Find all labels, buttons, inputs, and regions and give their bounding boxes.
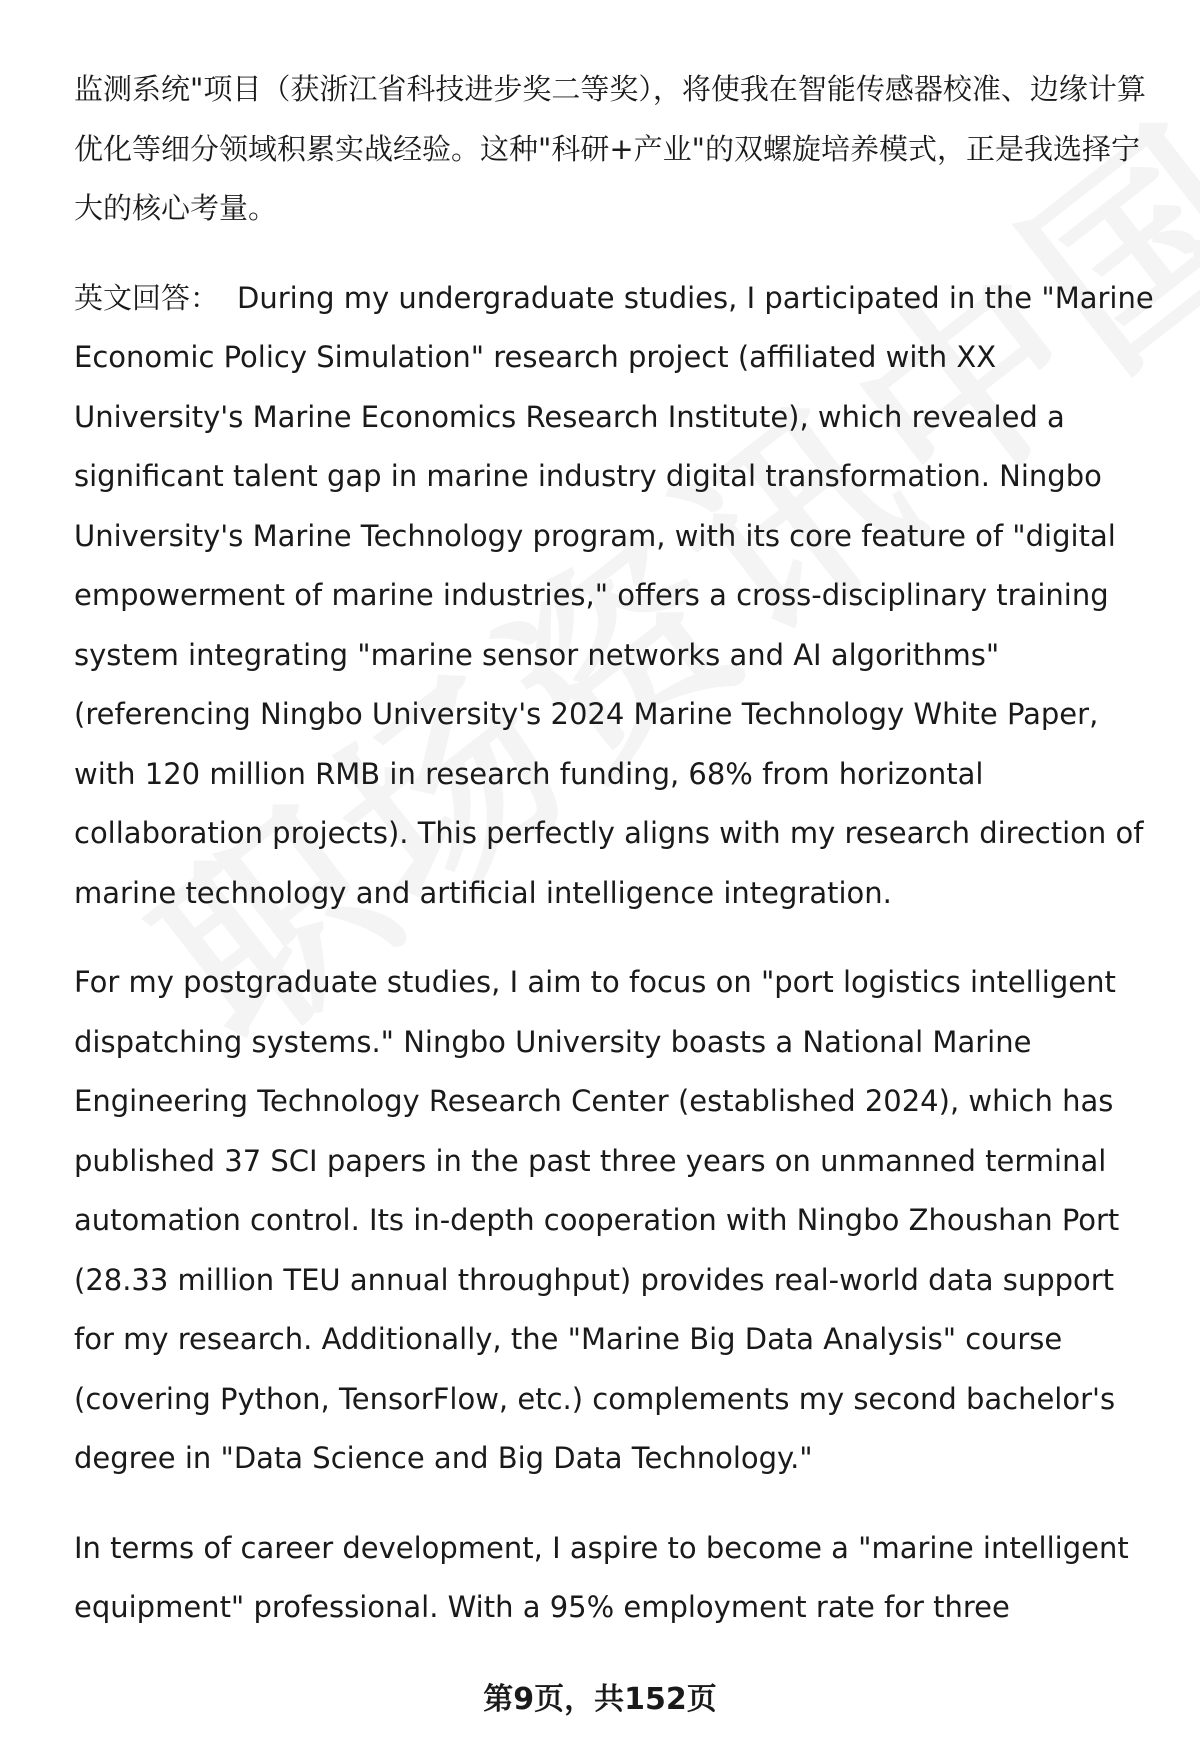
english-answer-label: 英文回答： <box>74 280 220 315</box>
paragraph-chinese-tail: 监测系统"项目（获浙江省科技进步奖二等奖），将使我在智能传感器校准、边缘计算优化等细分领域积累实战经验。这种"科研+产业"的双螺旋培养模式，正是我选择宁大的核心考量。 <box>74 72 1146 225</box>
document-body <box>74 60 1154 1638</box>
paragraph-career: In terms of career development, I aspire to become a "marine intelligent equipment" professional. With a 95% employment rate for three <box>74 1530 1129 1624</box>
paragraph-english-answer <box>74 269 1154 924</box>
paragraph-postgraduate: For my postgraduate studies, I aim to focus on "port logistics intelligent dispatching systems." Ningbo University boasts a National Marine Engineering Technology Research Center (established 2024), which has published 37 SCI papers in the past three years on unmanned terminal automation control. Its in-depth cooperation with Ningbo Zhoushan Port (28.33 million TEU annual throughput) provides real-world data support for my research. Additionally, the "Marine Big Data Analysis" course (covering Python, TensorFlow, etc.) complements my second bachelor's degree in "Data Science and Big Data Technology." <box>74 965 1120 1475</box>
english-answer-text: During my undergraduate studies, I participated in the "Marine Economic Policy Simulation" research project (affiliated with XX University's Marine Economics Research Institute), which revealed a significant talent gap in marine industry digital transformation. Ningbo University's Marine Technology program, with its core feature of "digital empowerment of marine industries," offers a cross-disciplinary training system integrating "marine sensor networks and AI algorithms" (referencing Ningbo University's 2024 Marine Technology White Paper, with 120 million RMB in research funding, 68% from horizontal collaboration projects). This perfectly aligns with my research direction of marine technology and artificial intelligence integration. <box>74 280 1154 910</box>
page-number-footer: 第9页，共152页 <box>483 1682 717 1717</box>
